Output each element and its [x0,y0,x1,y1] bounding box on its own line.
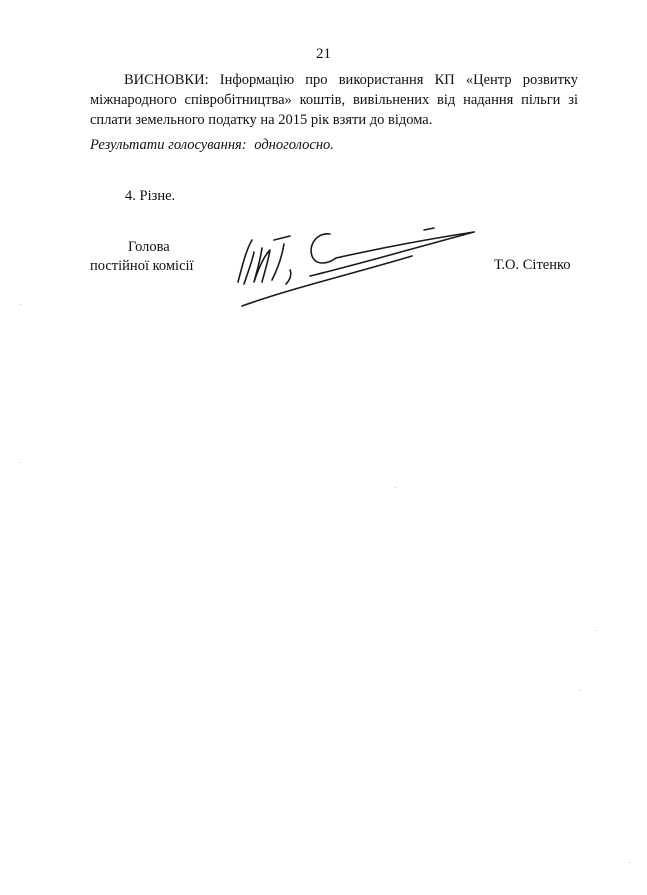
voting-results [90,137,334,154]
scan-speck [580,690,581,691]
signer-title-line1: Голова [128,239,170,255]
voting-results-label: Результати голосування: [90,137,247,153]
conclusions-paragraph [90,70,578,130]
scan-speck [629,862,630,863]
scan-speck [20,304,21,305]
handwritten-signature [232,222,482,312]
agenda-item-misc: 4. Різне. [125,188,176,204]
signer-title [90,238,194,276]
signer-title-line2: постійної комісії [90,258,194,274]
scan-speck [395,487,396,488]
scan-speck [596,630,597,631]
signer-name: Т.О. Сітенко [494,257,571,273]
page-number: 21 [316,46,331,62]
voting-results-value: одноголосно. [254,137,334,153]
scan-speck [20,462,21,463]
conclusions-text: ВИСНОВКИ: Інформацію про використання КП «Центр розвитку міжнародного співробітництва» коштів, вивільнених від надання пільги зі сплати земельного податку на 2015 рік взяти до відома. [90,72,578,128]
